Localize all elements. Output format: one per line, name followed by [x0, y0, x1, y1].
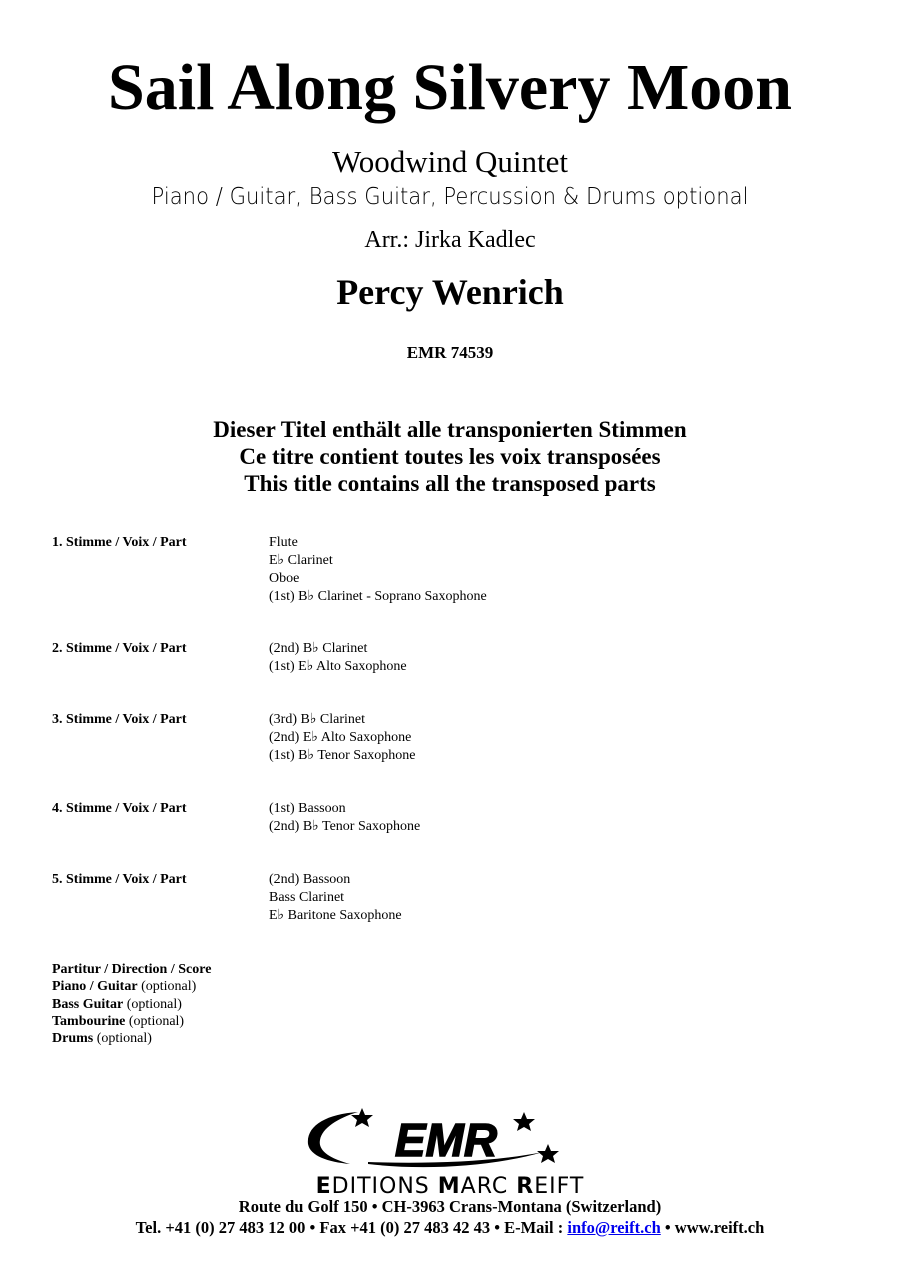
- instrument-item: (1st) Bassoon: [269, 801, 346, 816]
- extra-part-item: [52, 1013, 211, 1030]
- instrument-item: Oboe: [269, 571, 300, 586]
- instrument-item: (2nd) B♭ Tenor Saxophone: [269, 819, 421, 834]
- extra-part-note: (optional): [96, 1031, 152, 1047]
- logo-star-top-right: [513, 1112, 535, 1131]
- extra-part-name: Piano / Guitar: [52, 979, 138, 995]
- extra-part-name: Tambourine: [52, 1013, 126, 1029]
- subtitle: Woodwind Quintet: [331, 144, 568, 179]
- instrument-item: (2nd) B♭ Clarinet: [269, 641, 368, 656]
- catalog-number: EMR 74539: [406, 343, 494, 362]
- transposition-notice: [0, 416, 900, 497]
- extra-part-item: [52, 1030, 211, 1047]
- instrument-item: (2nd) Bassoon: [269, 872, 351, 887]
- part-label: 2. Stimme / Voix / Part: [52, 641, 187, 656]
- notice-line-english: This title contains all the transposed parts: [244, 471, 656, 496]
- part-label: 3. Stimme / Voix / Part: [52, 712, 187, 727]
- extra-part-item: [52, 996, 211, 1013]
- instrument-item: (1st) E♭ Alto Saxophone: [269, 659, 407, 674]
- page-title: Sail Along Silvery Moon: [108, 51, 792, 124]
- logo-star-bottom-right: [537, 1144, 559, 1163]
- publisher-rest: EIFT: [534, 1174, 585, 1199]
- emr-logo: [298, 1106, 568, 1176]
- instrument-list: [269, 800, 420, 836]
- extra-part-note: (optional): [141, 979, 197, 995]
- publisher-cap: M: [437, 1174, 461, 1199]
- instrument-item: (1st) B♭ Tenor Saxophone: [269, 748, 416, 763]
- instrument-list: [269, 711, 416, 765]
- publisher-cap: R: [516, 1174, 535, 1199]
- extra-part-item: [52, 961, 211, 978]
- extra-part-name: Bass Guitar: [52, 996, 124, 1012]
- instrument-item: Bass Clarinet: [269, 890, 345, 905]
- publisher-address: Route du Golf 150 • CH-3963 Crans-Montana (Switzerland): [238, 1197, 662, 1216]
- email-link[interactable]: info@reift.ch: [567, 1218, 661, 1237]
- composer-name: Percy Wenrich: [336, 272, 564, 312]
- publisher-contact: [0, 1218, 900, 1238]
- instrument-list: [269, 534, 487, 606]
- logo-swoosh: [308, 1112, 358, 1164]
- instrument-item: E♭ Baritone Saxophone: [269, 908, 402, 923]
- additional-parts-list: [52, 961, 211, 1047]
- publisher-rest: ARC: [460, 1174, 517, 1199]
- instrument-item: E♭ Clarinet: [269, 553, 333, 568]
- extra-part-name: Partitur / Direction / Score: [52, 962, 212, 977]
- instrument-item: (2nd) E♭ Alto Saxophone: [269, 730, 412, 745]
- notice-line-german: Dieser Titel enthält alle transponierten Stimmen: [213, 417, 687, 442]
- extra-part-item: [52, 978, 211, 995]
- instrumentation-line: Piano / Guitar, Bass Guitar, Percussion & Drums optional: [151, 184, 749, 210]
- instrument-list: [269, 640, 407, 676]
- instrument-item: (1st) B♭ Clarinet - Soprano Saxophone: [269, 589, 487, 604]
- extra-part-name: Drums: [52, 1031, 94, 1047]
- extra-part-note: (optional): [128, 1013, 185, 1029]
- notice-line-french: Ce titre contient toutes les voix transposées: [239, 444, 661, 469]
- extra-part-note: (optional): [126, 996, 182, 1012]
- arranger-credit: Arr.: Jirka Kadlec: [364, 227, 536, 253]
- part-label: 5. Stimme / Voix / Part: [52, 872, 187, 887]
- logo-star-left: [351, 1108, 373, 1127]
- instrument-item: (3rd) B♭ Clarinet: [269, 712, 366, 727]
- publisher-cap: E: [315, 1174, 332, 1199]
- part-label: 1. Stimme / Voix / Part: [52, 535, 187, 550]
- contact-website: • www.reift.ch: [660, 1218, 765, 1237]
- instrument-item: Flute: [269, 535, 298, 550]
- contact-phone-fax: Tel. +41 (0) 27 483 12 00 • Fax +41 (0) 27 483 42 43 • E-Mail :: [135, 1218, 568, 1237]
- instrument-list: [269, 871, 402, 925]
- logo-text: EMR: [394, 1114, 498, 1166]
- part-label: 4. Stimme / Voix / Part: [52, 801, 187, 816]
- publisher-rest: DITIONS: [331, 1174, 438, 1199]
